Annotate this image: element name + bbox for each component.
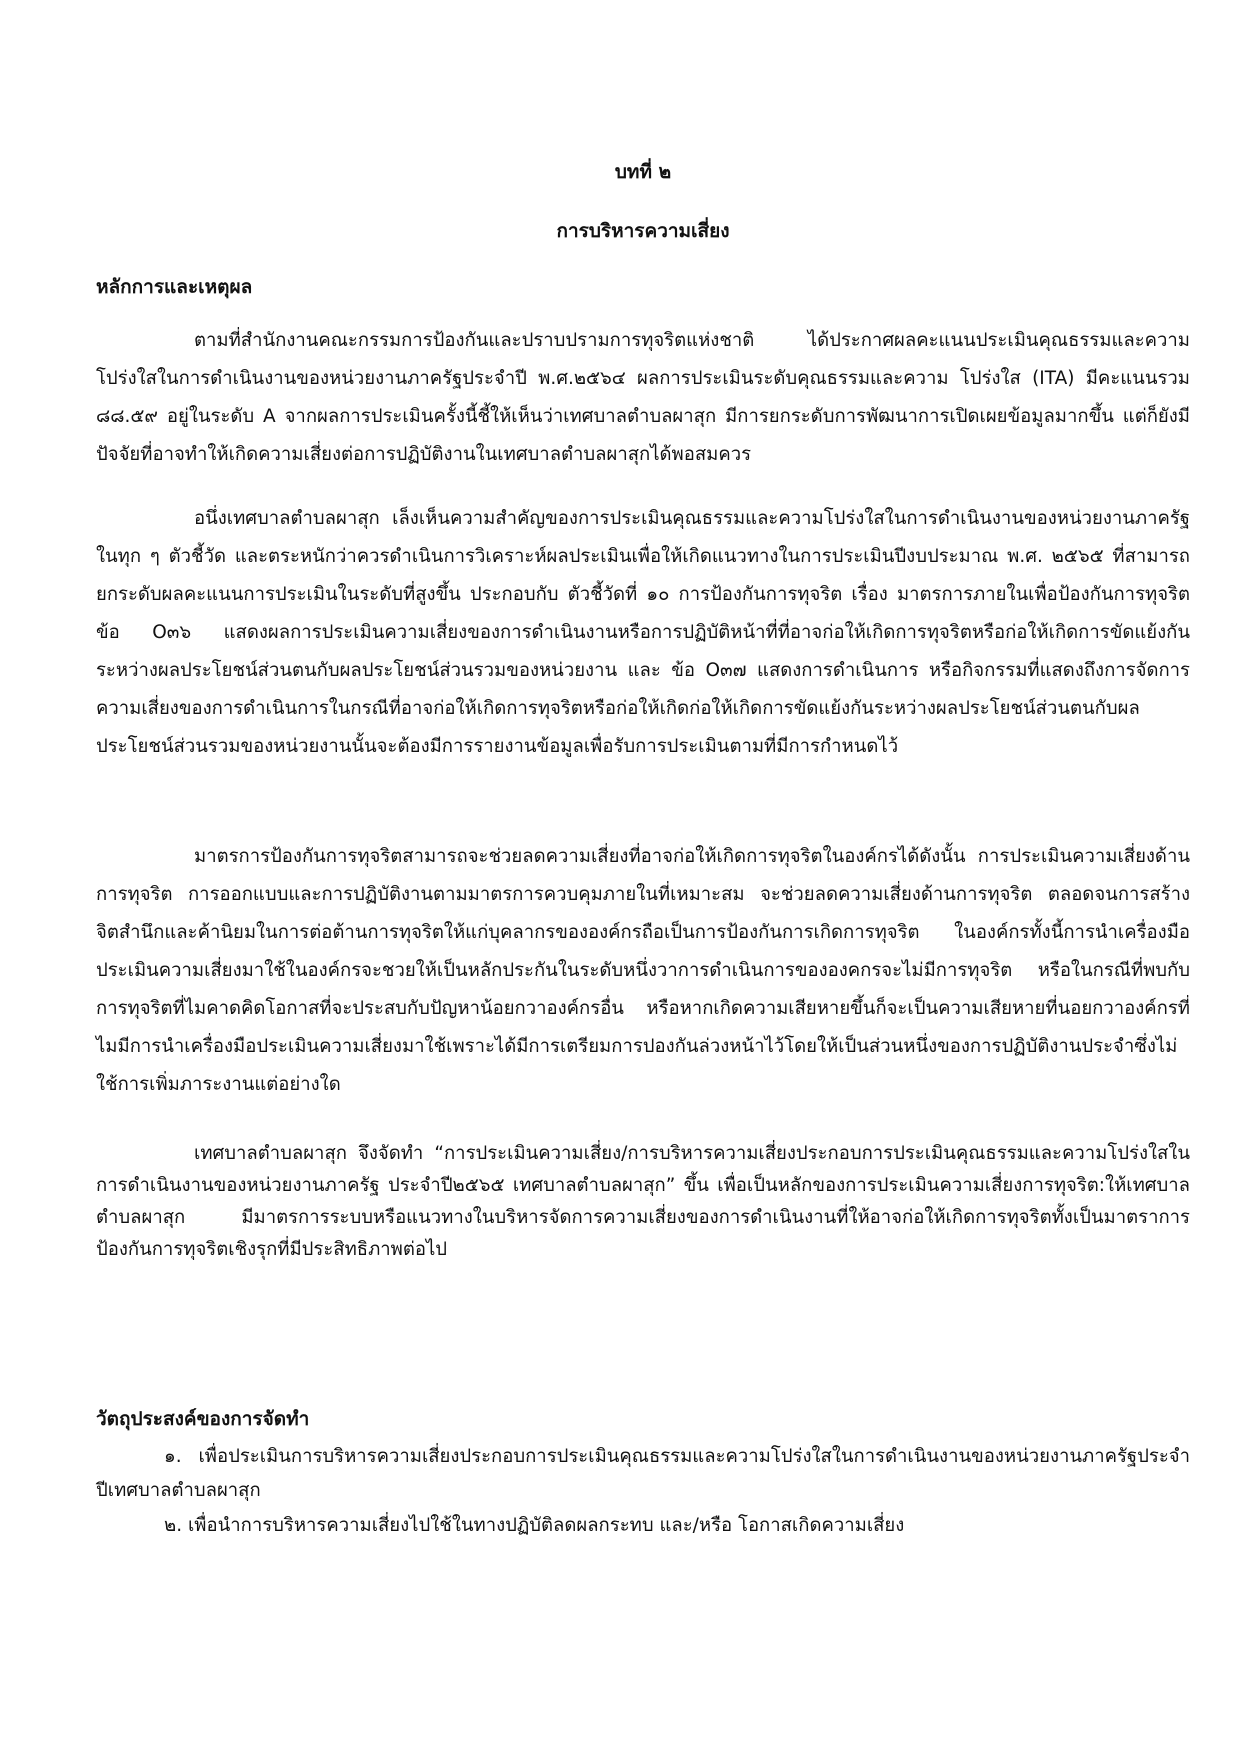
paragraph-prevention-measures: มาตรการป้องกันการทุจริตสามารถจะช่วยลดความเสี่ยงที่อาจก่อให้เกิดการทุจริตในองค์กรได้ดังนั้น การประเมินความเสี่ยงด้านการทุจริต การออกแบบและการปฏิบัติงานตามมาตรการควบคุมภายในที่เหมาะสม จะช่วยลดความเสี่ยงด้านการทุจริต ตลอดจนการสร้างจิตสำนึกและค้านิยมในการต่อต้านการทุจริตให้แก่บุคลากรขององค์กรถือเป็นการป้องกันการเกิดการทุจริต ในองค์กรทั้งนี้การนำเครื่องมือประเมินความเสี่ยงมาใช้ในองค์กรจะชวยให้เป็นหลักประกันในระดับหนึ่งวาการดำเนินการขององคกรจะไม่มีการทุจริต หรือในกรณีที่พบกับการทุจริตที่ไมคาดคิดโอกาสที่จะประสบกับปัญหาน้อยกวาองค์กรอื่น หรือหากเกิดความเสียหายขึ้นก็จะเป็นความเสียหายที่นอยกวาองค์กรที่ไมมีการนำเครื่องมือประเมินความเสี่ยงมาใช้เพราะได้มีการเตรียมการปองกันล่วงหน้าไว้โดยให้เป็นส่วนหนึ่งของการปฏิบัติงานประจำซึ่งไม่ใช้การเพิ่มภาระงานแต่อย่างใด <box>96 846 1190 1095</box>
section-heading-objectives: วัตถุประสงค์ของการจัดทำ <box>96 1408 310 1430</box>
chapter-title: การบริหารความเสี่ยง <box>556 220 730 242</box>
paragraph-importance: อนึ่งเทศบาลตำบลผาสุก เล็งเห็นความสำคัญของการประเมินคุณธรรมและความโปร่งใสในการดำเนินงานของหน่วยงานภาครัฐ ในทุก ๆ ตัวชี้วัด และตระหนักว่าควรดำเนินการวิเคราะห์ผลประเมินเพื่อให้เกิดแนวทางในการประเมินปีงบประมาณ พ.ศ. ๒๕๖๕ ที่สามารถยกระดับผลคะแนนการประเมินในระดับที่สูงขึ้น ประกอบกับ ตัวชี้วัดที่ ๑๐ การป้องกันการทุจริต เรื่อง มาตรการภายในเพื่อป้องกันการทุจริต ข้อ O๓๖ แสดงผลการประเมินความเสี่ยงของการดำเนินงานหรือการปฏิบัติหน้าที่ที่อาจก่อให้เกิดการทุจริตหรือก่อให้เกิดการขัดแย้งกันระหว่างผลประโยชน์ส่วนตนกับผลประโยชน์ส่วนรวมของหน่วยงาน และ ข้อ O๓๗ แสดงการดำเนินการ หรือกิจกรรมที่แสดงถึงการจัดการความเสี่ยงของการดำเนินการในกรณีที่อาจก่อให้เกิดการทุจริตหรือก่อให้เกิดก่อให้เกิดการขัดแย้งกันระหว่างผลประโยชน์ส่วนตนกับผลประโยชน์ส่วนรวมของหน่วยงานนั้นจะต้องมีการรายงานข้อมูลเพื่อรับการประเมินตามที่มีการกำหนดไว้ <box>96 508 1190 757</box>
objective-item: ๒. เพื่อนำการบริหารความเสี่ยงไปใช้ในทางปฏิบัติลดผลกระทบ และ/หรือ โอกาสเกิดความเสี่ยง <box>164 1515 905 1536</box>
chapter-number: บทที่ ๒ <box>614 161 672 183</box>
objective-item: ๑. เพื่อประเมินการบริหารความเสี่ยงประกอบการประเมินคุณธรรมและความโปร่งใสในการดำเนินงานของหน่วยงานภาครัฐประจำปีเทศบาลตำบลผาสุก <box>96 1446 1190 1501</box>
paragraph-ita-score: ตามที่สำนักงานคณะกรรมการป้องกันและปราบปรามการทุจริตแห่งชาติ ได้ประกาศผลคะแนนประเมินคุณธรรมและความโปร่งใสในการดำเนินงานของหน่วยงานภาครัฐประจำปี พ.ศ.๒๕๖๔ ผลการประเมินระดับคุณธรรมและความ โปร่งใส (ITA) มีคะแนนรวม ๘๘.๕๙ อยู่ในระดับ A จากผลการประเมินครั้งนี้ชี้ให้เห็นว่าเทศบาลตำบลผาสุก มีการยกระดับการพัฒนาการเปิดเผยข้อมูลมากขึ้น แต่ก็ยังมีปัจจัยที่อาจทำให้เกิดความเสี่ยงต่อการปฏิบัติงานในเทศบาลตำบลผาสุกได้พอสมควร <box>96 330 1190 465</box>
section-heading-rationale: หลักการและเหตุผล <box>96 276 253 298</box>
paragraph-risk-assessment-plan: เทศบาลตำบลผาสุก จึงจัดทำ “การประเมินความเสี่ยง/การบริหารความเสี่ยงประกอบการประเมินคุณธรรมและความโปร่งใสในการดำเนินงานของหน่วยงานภาครัฐ ประจำปี๒๕๖๕ เทศบาลตำบลผาสุก” ขึ้น เพื่อเป็นหลักของการประเมินความเสี่ยงการทุจริต:ให้เทศบาลตำบลผาสุก มีมาตรการระบบหรือแนวทางในบริหารจัดการความเสี่ยงของการดำเนินงานที่ให้อาจก่อให้เกิดการทุจริตทั้งเป็นมาตราการป้องกันการทุจริตเชิงรุกที่มีประสิทธิภาพต่อไป <box>96 1143 1190 1260</box>
